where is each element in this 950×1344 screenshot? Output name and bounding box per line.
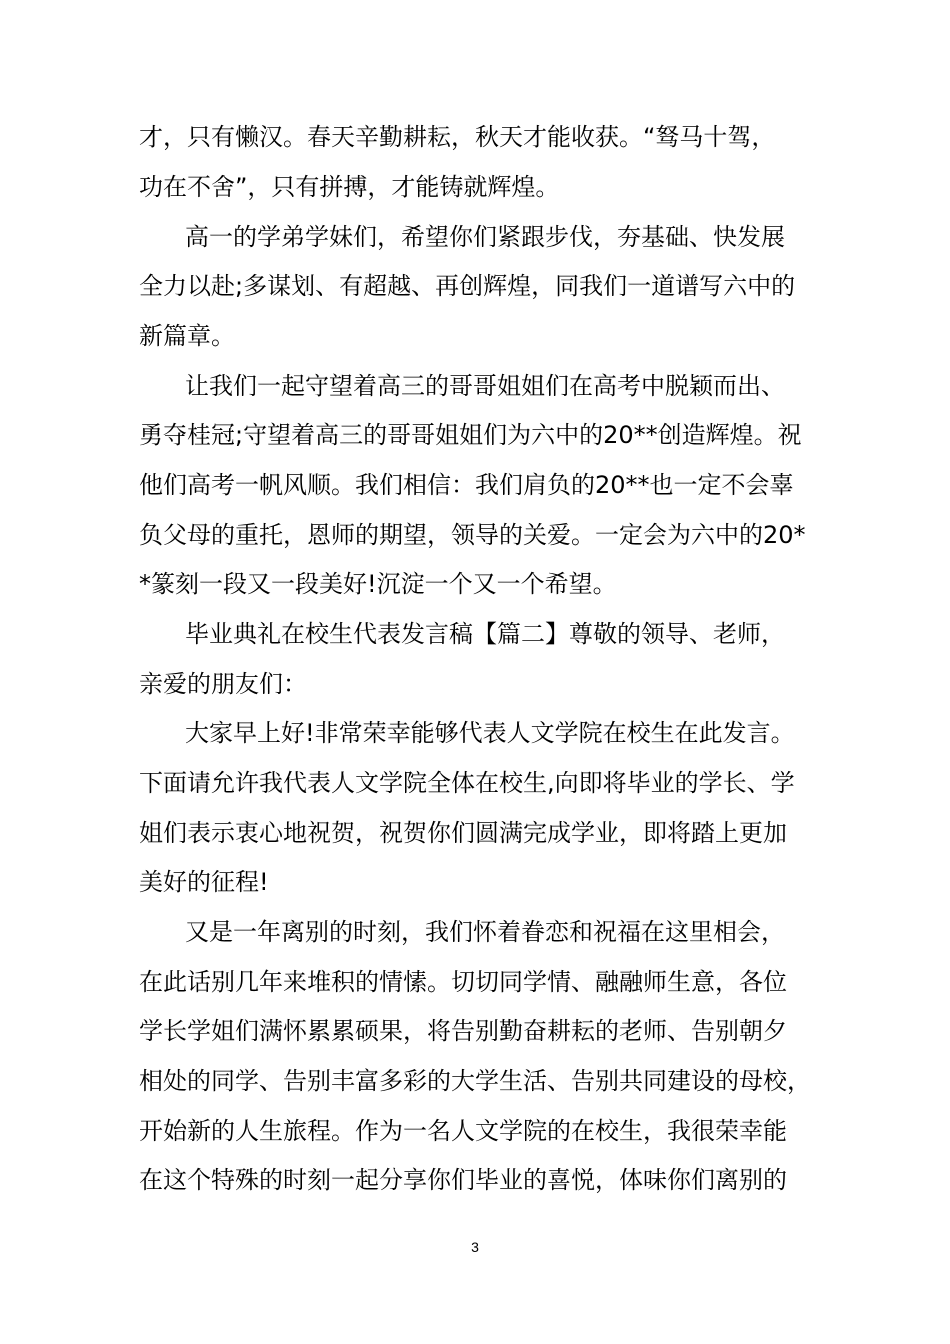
text-line: 毕业典礼在校生代表发言稿【篇二】尊敬的领导、老师， (185, 620, 785, 648)
text-line: 相处的同学、告别丰富多彩的大学生活、告别共同建设的母校， (139, 1067, 811, 1095)
text-line: 功在不舍”，只有拼搏，才能铸就辉煌。 (139, 173, 560, 201)
text-line: 大家早上好!非常荣幸能够代表人文学院在校生在此发言。 (185, 719, 795, 747)
page-number: 3 (471, 1239, 479, 1255)
text-line: 高一的学弟学妹们，希望你们紧跟步伐，夯基础、快发展 (185, 223, 785, 251)
text-line: 下面请允许我代表人文学院全体在校生,向即将毕业的学长、学 (139, 769, 795, 797)
text-line: *篆刻一段又一段美好!沉淀一个又一个希望。 (139, 570, 617, 598)
text-line: 新篇章。 (139, 322, 235, 350)
text-line: 才，只有懒汉。春天辛勤耕耘，秋天才能收获。“驽马十驾， (139, 123, 776, 151)
text-line: 姐们表示衷心地祝贺，祝贺你们圆满完成学业，即将踏上更加 (139, 819, 787, 847)
text-line: 美好的征程! (139, 868, 269, 896)
text-line: 他们高考一帆风顺。我们相信：我们肩负的20**也一定不会辜 (139, 471, 794, 499)
text-line: 亲爱的朋友们： (139, 670, 307, 698)
text-line: 勇夺桂冠;守望着高三的哥哥姐姐们为六中的20**创造辉煌。祝 (139, 421, 802, 449)
text-line: 在此话别几年来堆积的情愫。切切同学情、融融师生意，各位 (139, 968, 787, 996)
text-line: 学长学姐们满怀累累硕果，将告别勤奋耕耘的老师、告别朝夕 (139, 1017, 787, 1045)
text-line: 全力以赴;多谋划、有超越、再创辉煌，同我们一道谱写六中的 (139, 272, 796, 300)
text-line: 又是一年离别的时刻，我们怀着眷恋和祝福在这里相会， (185, 918, 785, 946)
text-line: 让我们一起守望着高三的哥哥姐姐们在高考中脱颖而出、 (185, 372, 785, 400)
text-line: 在这个特殊的时刻一起分享你们毕业的喜悦，体味你们离别的 (139, 1166, 787, 1194)
text-line: 负父母的重托，恩师的期望，领导的关爱。一定会为六中的20* (139, 521, 806, 549)
text-line: 开始新的人生旅程。作为一名人文学院的在校生，我很荣幸能 (139, 1117, 787, 1145)
